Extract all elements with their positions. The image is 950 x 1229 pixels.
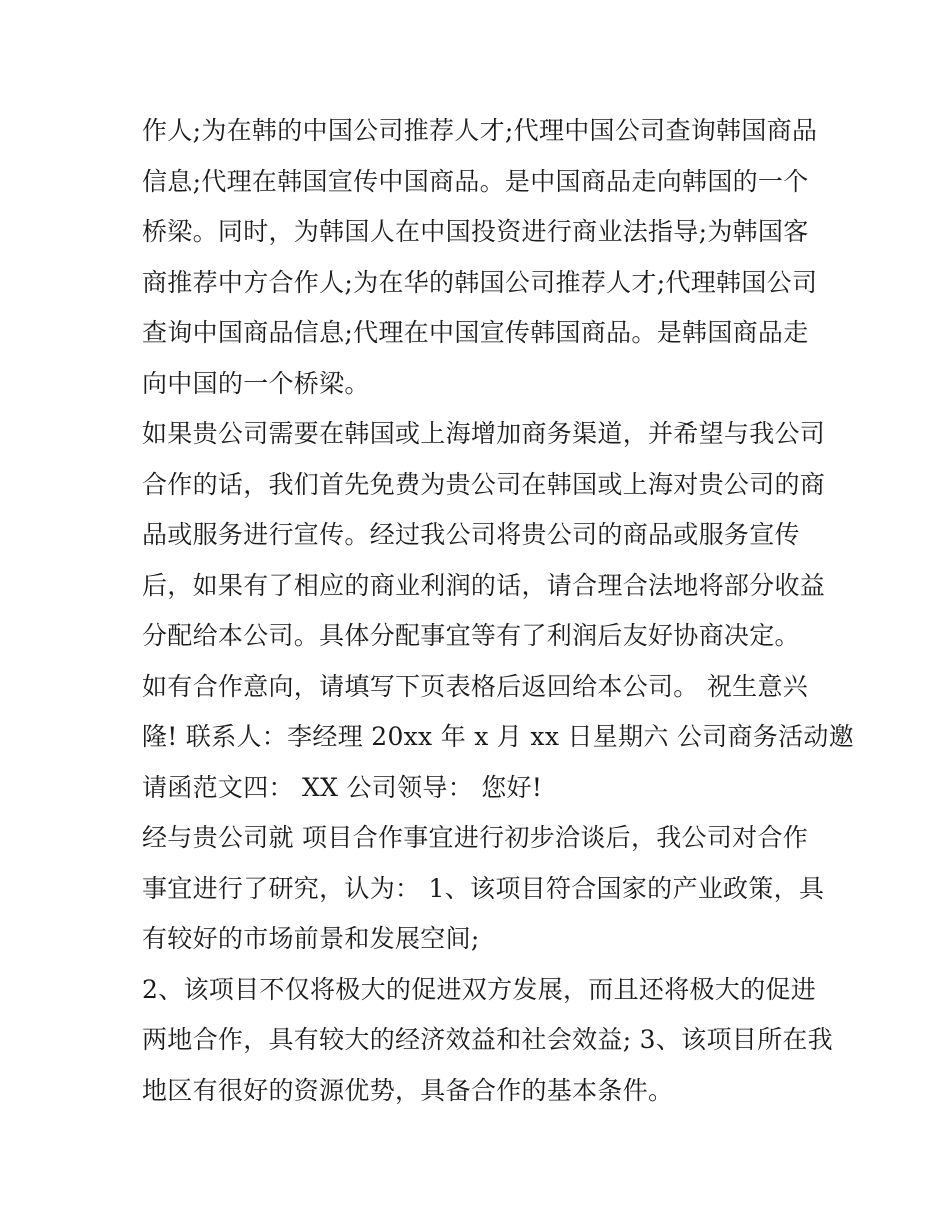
text-line: 如有合作意向，请填写下页表格后返回给本公司。 祝生意兴 xyxy=(142,671,809,701)
text-line: 隆! 联系人：李经理 20xx 年 x 月 xx 日星期六 公司商务活动邀 xyxy=(142,722,855,751)
text-line: 品或服务进行宣传。经过我公司将贵公司的商品或服务宣传 xyxy=(142,520,800,549)
text-line: 商推荐中方合作人;为在华的韩国公司推荐人才;代理韩国公司 xyxy=(142,267,818,297)
text-line: 请函范文四： XX 公司领导： 您好! xyxy=(142,772,543,802)
text-line: 信息;代理在韩国宣传中国商品。是中国商品走向韩国的一个 xyxy=(142,166,809,196)
text-line: 事宜进行了研究，认为： 1、该项目符合国家的产业政策，具 xyxy=(142,873,825,903)
text-line: 后，如果有了相应的商业利润的话，请合理合法地将部分收益 xyxy=(142,570,826,600)
text-line: 如果贵公司需要在韩国或上海增加商务渠道，并希望与我公司 xyxy=(142,419,826,448)
text-line: 向中国的一个桥梁。 xyxy=(142,368,370,398)
text-line: 合作的话，我们首先免费为贵公司在韩国或上海对贵公司的商 xyxy=(142,469,826,499)
text-line: 查询中国商品信息;代理在中国宣传韩国商品。是韩国商品走 xyxy=(142,318,809,347)
body-text xyxy=(142,106,855,1116)
text-line: 作人;为在韩的中国公司推荐人才;代理中国公司查询韩国商品 xyxy=(142,116,818,145)
text-line: 分配给本公司。具体分配事宜等有了利润后友好协商决定。 xyxy=(142,621,800,650)
text-line: 有较好的市场前景和发展空间; xyxy=(142,924,480,953)
text-line: 桥梁。同时，为韩国人在中国投资进行商业法指导;为韩国客 xyxy=(142,217,809,246)
text-line: 经与贵公司就 项目合作事宜进行初步洽谈后，我公司对合作 xyxy=(142,823,809,852)
text-line: 2、该项目不仅将极大的促进双方发展，而且还将极大的促进 xyxy=(142,974,817,1004)
text-line: 地区有很好的资源优势，具备合作的基本条件。 xyxy=(142,1075,674,1105)
text-line: 两地合作，具有较大的经济效益和社会效益; 3、该项目所在我 xyxy=(142,1025,833,1054)
